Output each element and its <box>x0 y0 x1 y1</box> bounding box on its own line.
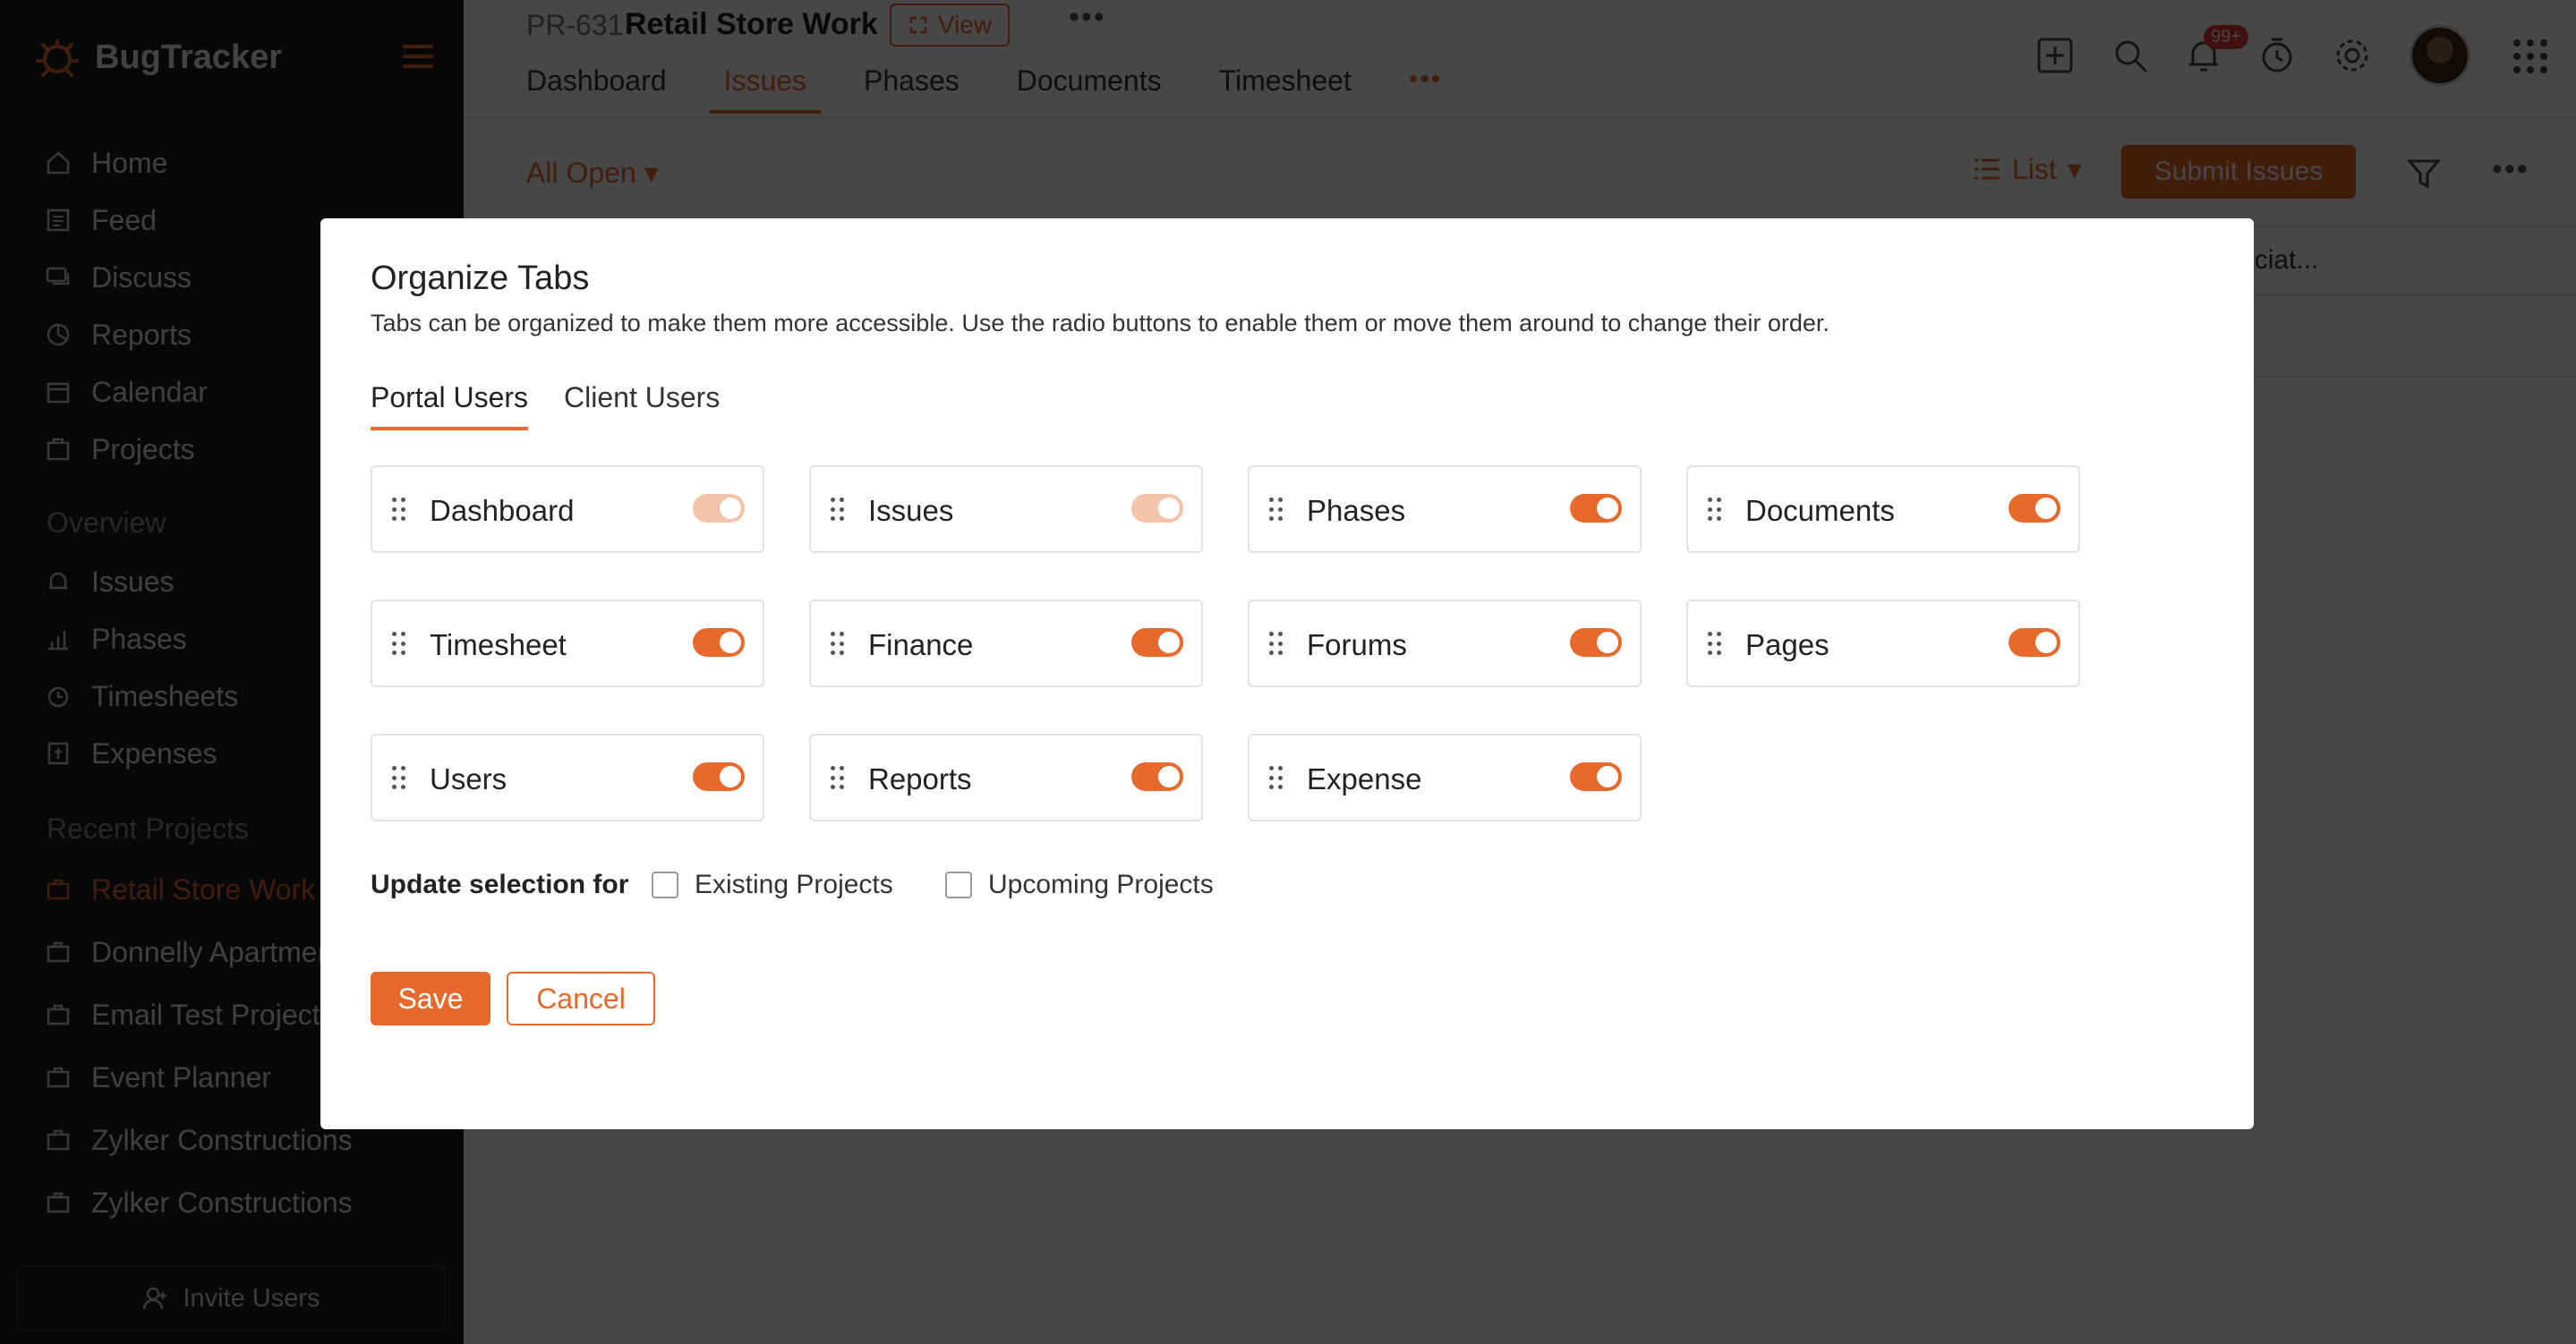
upcoming-projects-label: Upcoming Projects <box>988 870 1214 899</box>
tab-card-label: Timesheet <box>430 628 567 661</box>
tab-card[interactable] <box>1248 600 1642 687</box>
tab-toggle[interactable] <box>2009 628 2060 657</box>
drag-handle-icon[interactable] <box>392 632 405 657</box>
tab-toggle[interactable] <box>1570 494 1622 523</box>
tab-card[interactable] <box>1248 465 1642 553</box>
tab-card-label: Dashboard <box>430 494 575 527</box>
tab-toggle[interactable] <box>2009 494 2060 523</box>
organize-tabs-dialog <box>320 218 2254 1129</box>
drag-handle-icon[interactable] <box>831 632 843 657</box>
tab-toggle[interactable] <box>1570 628 1622 657</box>
tab-card[interactable] <box>371 600 764 687</box>
tab-client-users[interactable]: Client Users <box>564 381 721 413</box>
tab-card[interactable] <box>371 734 764 821</box>
tab-card-label: Documents <box>1745 494 1895 527</box>
tab-toggle[interactable] <box>1131 628 1183 657</box>
drag-handle-icon[interactable] <box>1269 632 1282 657</box>
drag-handle-icon[interactable] <box>1708 632 1720 657</box>
tab-card[interactable] <box>809 600 1203 687</box>
tab-card-label: Users <box>430 762 508 795</box>
dialog-description: Tabs can be organized to make them more accessible. Use the radio buttons to enable them or move them around to change their order. <box>371 310 1830 336</box>
drag-handle-icon[interactable] <box>392 498 405 523</box>
tab-card-label: Issues <box>868 494 954 527</box>
tab-toggle[interactable] <box>1131 762 1183 791</box>
tab-card-label: Reports <box>868 762 972 795</box>
save-button[interactable]: Save <box>371 972 490 1025</box>
tab-card[interactable] <box>809 465 1203 553</box>
user-type-tabs <box>371 381 755 430</box>
tab-card[interactable] <box>1686 600 2080 687</box>
tab-card[interactable] <box>809 734 1203 821</box>
tab-toggle <box>693 494 745 523</box>
tab-toggle <box>1131 494 1183 523</box>
drag-handle-icon[interactable] <box>1708 498 1720 523</box>
update-selection-label: Update selection for <box>371 870 629 899</box>
drag-handle-icon[interactable] <box>831 498 843 523</box>
tab-portal-users[interactable]: Portal Users <box>371 381 528 430</box>
tab-card-label: Phases <box>1307 494 1406 527</box>
existing-projects-checkbox[interactable] <box>652 872 678 898</box>
tab-toggle[interactable] <box>693 762 745 791</box>
tab-card-label: Finance <box>868 628 974 661</box>
tab-card[interactable] <box>1686 465 2080 553</box>
drag-handle-icon[interactable] <box>392 766 405 791</box>
tab-toggle[interactable] <box>693 628 745 657</box>
tab-card[interactable] <box>1248 734 1642 821</box>
tab-card-label: Expense <box>1307 762 1422 795</box>
drag-handle-icon[interactable] <box>1269 766 1282 791</box>
tab-toggle[interactable] <box>1570 762 1622 791</box>
existing-projects-label: Existing Projects <box>695 870 893 899</box>
drag-handle-icon[interactable] <box>831 766 843 791</box>
drag-handle-icon[interactable] <box>1269 498 1282 523</box>
dialog-title: Organize Tabs <box>371 259 590 297</box>
tab-card-label: Forums <box>1307 628 1407 661</box>
tab-card-label: Pages <box>1745 628 1830 661</box>
upcoming-projects-checkbox[interactable] <box>945 872 972 898</box>
tab-card[interactable] <box>371 465 764 553</box>
cancel-button[interactable]: Cancel <box>507 972 655 1025</box>
